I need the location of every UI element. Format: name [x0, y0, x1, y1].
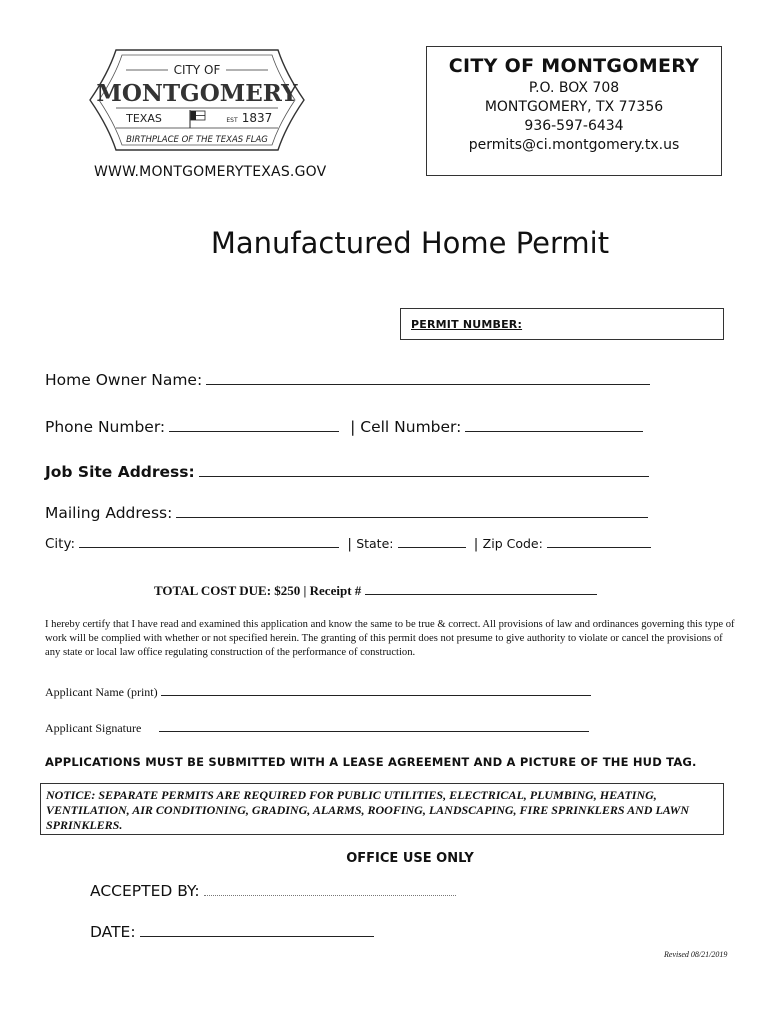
city-label: City: — [45, 536, 76, 552]
zip-label: Zip Code: — [482, 536, 543, 551]
accepted-by-line[interactable] — [204, 883, 456, 896]
permit-number-box[interactable] — [400, 308, 724, 340]
mailing-label: Mailing Address: — [45, 504, 173, 522]
certification-text: I hereby certify that I have read and examined this application and know the same to be true & correct. All provisions of law and ordinances governing this type of work will be complied with whether or not specified herein. The granting of this permit does not presume to give authority to violate or cancel the provisions of any state or local law office regulating construction of the performance of construction. — [45, 619, 735, 658]
office-city-state-zip: MONTGOMERY, TX 77356 — [484, 99, 664, 115]
applicant-signature-line[interactable] — [159, 720, 589, 732]
website-url[interactable]: WWW.MONTGOMERYTEXAS.GOV — [94, 164, 327, 180]
city-seal-logo — [86, 44, 308, 156]
total-cost-row — [154, 582, 597, 599]
seal-city-of: CITY OF — [173, 63, 221, 77]
cell-line[interactable] — [465, 417, 643, 432]
seal-tagline: BIRTHPLACE OF THE TEXAS FLAG — [126, 135, 268, 145]
state-label: State: — [356, 536, 394, 551]
job-site-label: Job Site Address: — [45, 463, 195, 481]
state-line[interactable] — [398, 535, 466, 548]
revised-date: Revised 08/21/2019 — [664, 950, 728, 959]
phone-line[interactable] — [169, 417, 339, 432]
home-owner-label: Home Owner Name: — [45, 371, 203, 389]
applicant-signature-label: Applicant Signature — [45, 721, 142, 735]
job-site-row — [45, 462, 649, 481]
office-address-box — [426, 46, 722, 176]
mailing-line[interactable] — [176, 503, 648, 518]
date-row — [90, 922, 374, 941]
permit-number-label: PERMIT NUMBER: — [411, 318, 523, 331]
seal-est-label: EST — [226, 117, 238, 124]
receipt-line[interactable] — [365, 582, 597, 595]
applicant-signature-row — [45, 720, 589, 736]
seal-est-year: 1837 — [241, 111, 273, 125]
cell-label: Cell Number: — [360, 418, 462, 436]
zip-line[interactable] — [547, 535, 651, 548]
date-label: DATE: — [90, 923, 136, 941]
office-po-box: P.O. BOX 708 — [528, 80, 620, 96]
city-row — [45, 535, 651, 552]
office-name: CITY OF MONTGOMERY — [448, 55, 700, 77]
mailing-row — [45, 503, 648, 522]
page-title: Manufactured Home Permit — [210, 226, 610, 260]
job-site-line[interactable] — [199, 462, 649, 477]
office-email[interactable]: permits@ci.montgomery.tx.us — [468, 137, 680, 153]
office-phone: 936-597-6434 — [524, 118, 624, 134]
home-owner-row — [45, 370, 650, 389]
applications-notice: APPLICATIONS MUST BE SUBMITTED WITH A LEASE AGREEMENT AND A PICTURE OF THE HUD TAG. — [45, 755, 697, 769]
phone-row — [45, 417, 643, 436]
seal-state: TEXAS — [126, 112, 162, 125]
home-owner-line[interactable] — [206, 370, 650, 385]
accepted-by-row — [90, 882, 456, 900]
accepted-by-label: ACCEPTED BY: — [90, 882, 200, 900]
applicant-name-row — [45, 684, 591, 700]
office-use-heading: OFFICE USE ONLY — [346, 851, 474, 866]
separate-permits-notice: NOTICE: SEPARATE PERMITS ARE REQUIRED FOR PUBLIC UTILITIES, ELECTRICAL, PLUMBING, HEATING, VENTILATION, AIR CONDITIONING, GRADING, ALARMS, ROOFING, LANDSCAPING, FIRE SPRINKLERS AND LAWN SPRINKLERS. — [40, 783, 724, 835]
date-line[interactable] — [140, 922, 374, 937]
phone-separator: | — [350, 418, 356, 436]
state-separator: | — [473, 536, 479, 552]
city-separator: | — [347, 536, 352, 552]
phone-label: Phone Number: — [45, 418, 166, 436]
total-cost-label: TOTAL COST DUE: $250 | Receipt # — [154, 583, 362, 598]
city-line[interactable] — [79, 535, 339, 548]
seal-city-name: MONTGOMERY — [96, 80, 298, 107]
applicant-name-line[interactable] — [161, 684, 591, 696]
applicant-name-label: Applicant Name (print) — [45, 685, 158, 699]
